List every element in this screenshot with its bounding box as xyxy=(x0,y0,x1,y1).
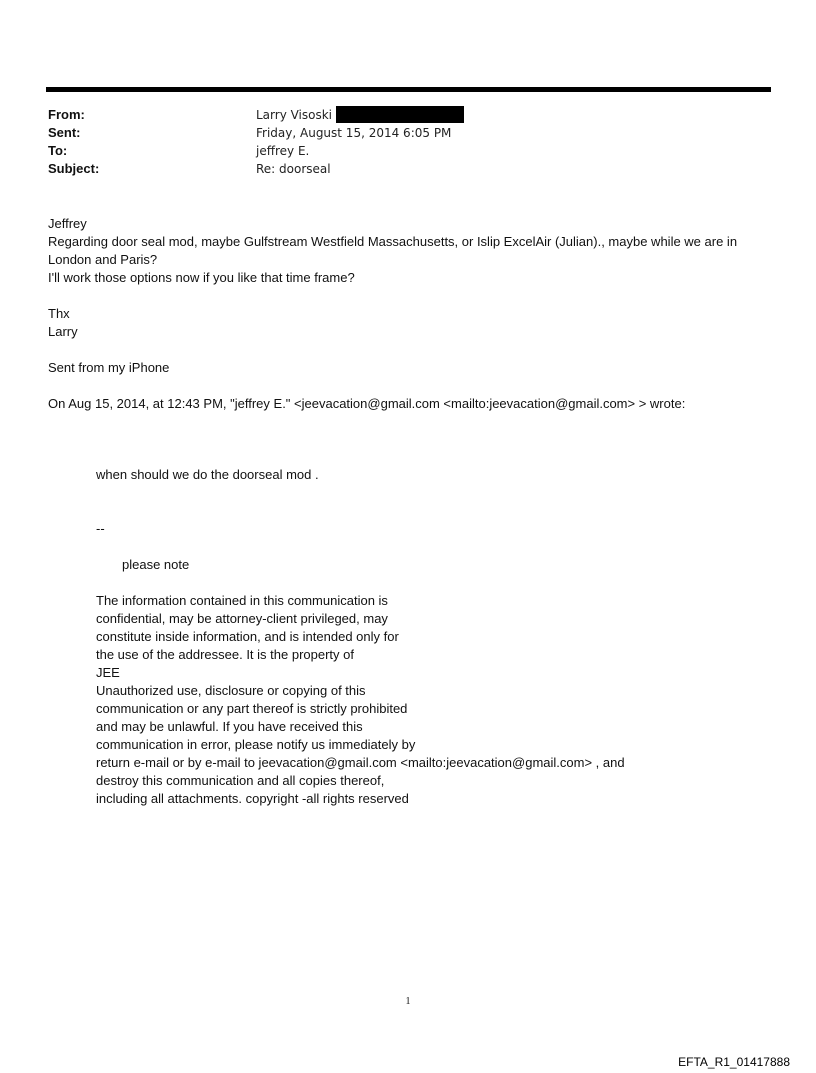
from-row xyxy=(48,106,768,124)
subject-row xyxy=(48,160,768,178)
signature xyxy=(48,305,788,341)
signoff-name: Larry xyxy=(48,324,78,339)
sent-from-text: Sent from my iPhone xyxy=(48,360,170,375)
greeting: Jeffrey xyxy=(48,216,87,231)
subject-value: Re: doorseal xyxy=(256,162,331,176)
body-line: I'll work those options now if you like that time frame? xyxy=(48,270,355,285)
message-body xyxy=(48,215,788,287)
signature-separator xyxy=(96,520,776,538)
quoted-message xyxy=(96,466,776,484)
disclaimer-line: JEE xyxy=(96,665,120,680)
disclaimer-line: confidential, may be attorney-client privileged, may xyxy=(96,611,388,626)
sent-label: Sent: xyxy=(48,125,81,140)
bates-number: EFTA_R1_01417888 xyxy=(678,1055,790,1069)
sender-name: Larry Visoski xyxy=(256,108,333,122)
disclaimer-line: destroy this communication and all copies thereof, xyxy=(96,773,385,788)
disclaimer-line: and may be unlawful. If you have received this xyxy=(96,719,363,734)
disclaimer-line: return e-mail or by e-mail to jeevacation@gmail.com <mailto:jeevacation@gmail.com> , and xyxy=(96,755,625,770)
quote-header-text: On Aug 15, 2014, at 12:43 PM, "jeffrey E." <jeevacation@gmail.com <mailto:jeevacation@gmail.com> > wrote: xyxy=(48,396,686,411)
signature-separator-text: -- xyxy=(96,521,105,536)
email-header xyxy=(48,106,768,178)
disclaimer-line: including all attachments. copyright -all rights reserved xyxy=(96,791,409,806)
please-note xyxy=(122,556,802,574)
disclaimer-line: the use of the addressee. It is the property of xyxy=(96,647,354,662)
disclaimer xyxy=(96,592,776,808)
disclaimer-line: constitute inside information, and is intended only for xyxy=(96,629,399,644)
from-value xyxy=(256,106,464,124)
disclaimer-line: The information contained in this communication is xyxy=(96,593,388,608)
redaction-box xyxy=(336,106,464,123)
to-value: jeffrey E. xyxy=(256,144,310,158)
sent-from-line xyxy=(48,359,788,377)
disclaimer-line: communication in error, please notify us immediately by xyxy=(96,737,416,752)
thanks-text: Thx xyxy=(48,306,70,321)
to-label: To: xyxy=(48,143,68,158)
subject-label: Subject: xyxy=(48,161,100,176)
header-divider xyxy=(46,87,771,92)
sent-row xyxy=(48,124,768,142)
disclaimer-line: Unauthorized use, disclosure or copying of this xyxy=(96,683,366,698)
body-line: Regarding door seal mod, maybe Gulfstream Westfield Massachusetts, or Islip ExcelAir (Julian)., maybe while we are in xyxy=(48,234,738,249)
body-line: London and Paris? xyxy=(48,252,158,267)
page-number: 1 xyxy=(405,996,411,1007)
quote-header xyxy=(48,395,788,413)
disclaimer-line: communication or any part thereof is strictly prohibited xyxy=(96,701,408,716)
quoted-message-text: when should we do the doorseal mod . xyxy=(96,467,319,482)
please-note-text: please note xyxy=(122,557,190,572)
sent-value: Friday, August 15, 2014 6:05 PM xyxy=(256,126,452,140)
from-label: From: xyxy=(48,107,85,122)
to-row xyxy=(48,142,768,160)
